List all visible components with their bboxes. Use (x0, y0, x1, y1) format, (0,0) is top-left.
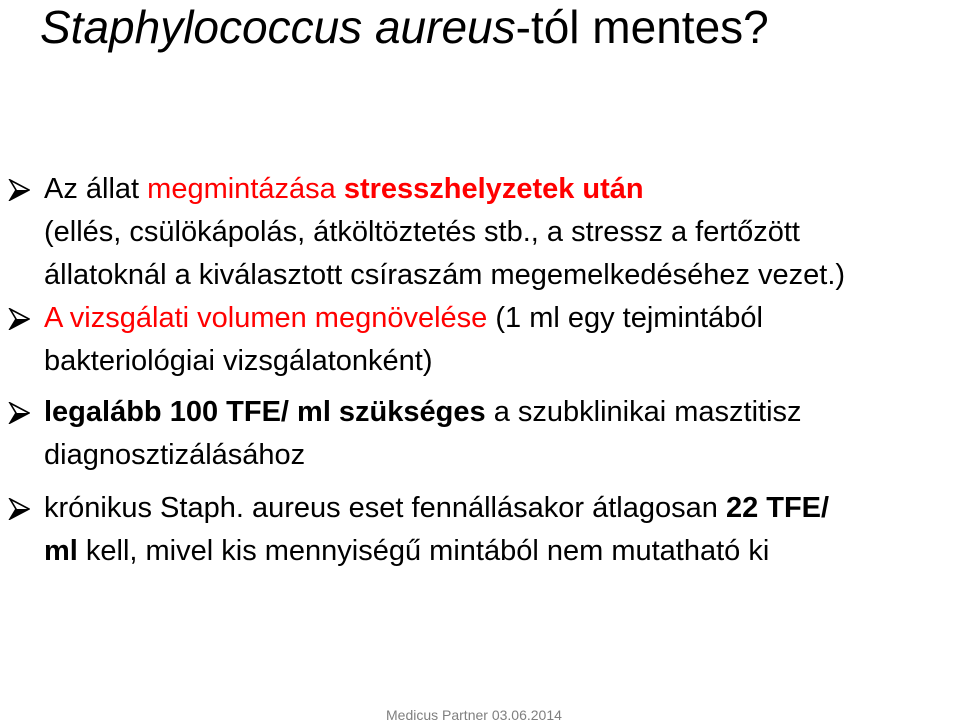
arrow-bullet-icon (8, 402, 30, 424)
bullet-text-emphasis: ml (44, 535, 78, 567)
bullet-item-min-cfu (0, 391, 960, 477)
bullet-text-emphasis: legalább 100 TFE/ ml szükséges (44, 396, 486, 428)
bullet-line (44, 391, 952, 434)
arrow-bullet-icon (8, 308, 30, 330)
bullet-text: krónikus Staph. aureus eset fennállásakor átlagosan (44, 492, 726, 524)
bullet-text-emphasis: stresszhelyzetek után (343, 173, 644, 205)
title-rest: -tól mentes? (515, 1, 769, 53)
bullet-line: (ellés, csülökápolás, átköltöztetés stb., a stressz a fertőzött (44, 216, 800, 248)
arrow-bullet-icon (8, 179, 30, 201)
bullet-item-volume-increase (0, 297, 960, 383)
bullet-text-highlight: megmintázása (147, 173, 344, 205)
bullet-line (44, 168, 952, 211)
bullet-line: bakteriológiai vizsgálatonként) (44, 345, 433, 377)
bullet-line: állatoknál a kiválasztott csíraszám megemelkedéséhez vezet.) (44, 259, 846, 291)
bullet-text: Az állat (44, 173, 148, 205)
bullet-text: a szubklinikai masztitisz (485, 396, 802, 428)
bullet-line (44, 530, 952, 573)
bullet-item-sampling-after-stress (0, 168, 960, 297)
bullet-line (44, 297, 952, 340)
bullet-text-highlight: A vizsgálati volumen megnövelése (44, 302, 488, 334)
bullet-text: kell, mivel kis mennyiségű mintából nem mutatható ki (77, 535, 770, 567)
footer-text: Medicus Partner 03.06.2014 (386, 707, 562, 723)
bullet-text-emphasis: 22 TFE/ (725, 492, 830, 524)
page-title (40, 0, 769, 54)
bullet-list (0, 168, 960, 573)
bullet-line: diagnosztizálásához (44, 439, 306, 471)
bullet-line (44, 487, 952, 530)
arrow-bullet-icon (8, 498, 30, 520)
title-italic: Staphylococcus aureus (40, 1, 516, 53)
bullet-text: (1 ml egy tejmintából (487, 302, 763, 334)
bullet-item-chronic-case (0, 487, 960, 573)
